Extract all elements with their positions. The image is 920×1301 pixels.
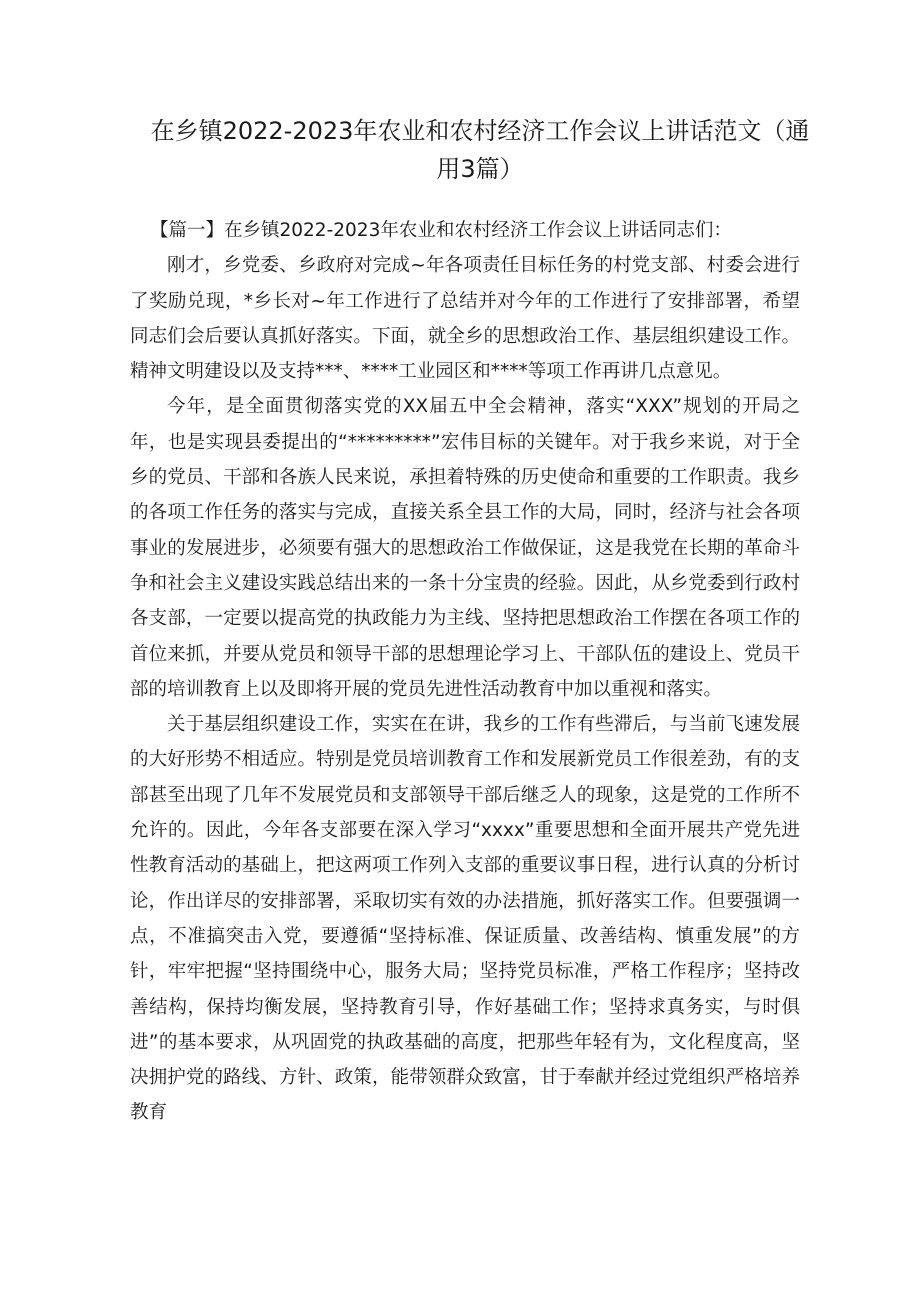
body-paragraph: 刚才，乡党委、乡政府对完成~年各项责任目标任务的村党支部、村委会进行了奖励兑现，*乡长对~年工作进行了总结并对今年的工作进行了安排部署，希望同志们会后要认真抓好落实。下面，就全乡的思想政治工作、基层组织建设工作。精神文明建设以及支持***、****工业园区和****等项工作再讲几点意见。: [130, 255, 800, 383]
body-paragraph: 今年，是全面贯彻落实党的XX届五中全会精神，落实“XXX”规划的开局之年，也是实现县委提出的“*********”宏伟目标的关键年。对于我乡来说，对于全乡的党员、干部和各族人民来说，承担着特殊的历史使命和重要的工作职责。我乡的各项工作任务的落实与完成，直接关系全县工作的大局，同时，经济与社会各项事业的发展进步，必须要有强大的思想政治工作做保证，这是我党在长期的革命斗争和社会主义建设实践总结出来的一条十分宝贵的经验。因此，从乡党委到行政村各支部，一定要以提高党的执政能力为主线、坚持把思想政治工作摆在各项工作的首位来抓，并要从党员和领导干部的思想理论学习上、干部队伍的建设上、党员干部的培训教育上以及即将开展的党员先进性活动教育中加以重视和落实。: [130, 396, 800, 700]
section-heading-paragraph: 【篇一】在乡镇2022-2023年农业和农村经济工作会议上讲话同志们：: [150, 220, 732, 241]
document-body: [130, 213, 800, 1131]
body-paragraph: 关于基层组织建设工作，实实在在讲，我乡的工作有些滞后，与当前飞速发展的大好形势不相适应。特别是党员培训教育工作和发展新党员工作很差劲，有的支部甚至出现了几年不发展党员和支部领导干部后继乏人的现象，这是党的工作所不允许的。因此，今年各支部要在深入学习“xxxx”重要思想和全面开展共产党先进性教育活动的基础上，把这两项工作列入支部的重要议事日程，进行认真的分析讨论，作出详尽的安排部署，采取切实有效的办法措施，抓好落实工作。但要强调一点，不准搞突击入党，要遵循“坚持标准、保证质量、改善结构、慎重发展”的方针，牢牢把握“坚持围绕中心，服务大局；坚持党员标准，严格工作程序；坚持改善结构，保持均衡发展，坚持教育引导，作好基础工作；坚持求真务实，与时俱进”的基本要求，从巩固党的执政基础的高度，把那些年轻有为，文化程度高，坚决拥护党的路线、方针、政策，能带领群众致富，甘于奉献并经过党组织严格培养教育: [130, 714, 800, 1124]
document-title: 在乡镇2022-2023年农业和农村经济工作会议上讲话范文（通用3篇）: [150, 117, 810, 183]
